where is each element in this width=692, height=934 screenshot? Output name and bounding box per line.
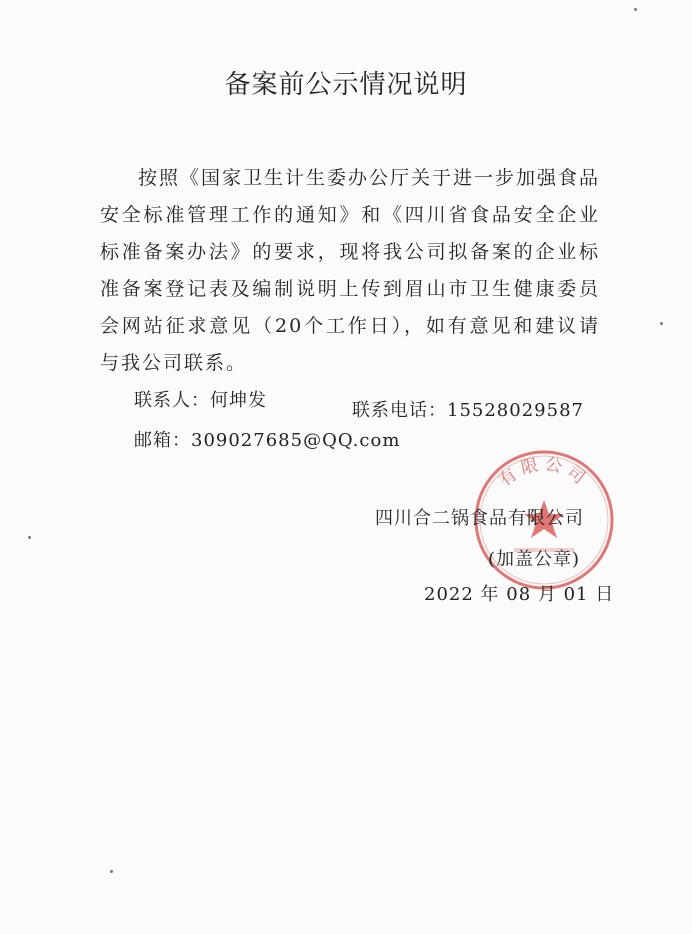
scan-speck bbox=[110, 870, 113, 873]
seal-note: (加盖公章) bbox=[488, 549, 581, 570]
seal-text: 有限公司 bbox=[495, 454, 593, 492]
document-body: 按照《国家卫生计生委办公厅关于进一步加强食品安全标准管理工作的通知》和《四川省食品安全企业标准备案办法》的要求，现将我公司拟备案的企业标准备案登记表及编制说明上传到眉山市卫生健康委员会网站征求意见（20个工作日），如有意见和建议请与我公司联系。 bbox=[100, 167, 601, 374]
document-title: 备案前公示情况说明 bbox=[224, 70, 468, 100]
company-name: 四川合二锅食品有限公司 bbox=[375, 508, 584, 529]
contact-phone: 联系电话：15528029587 bbox=[352, 400, 584, 421]
scan-speck bbox=[634, 8, 637, 11]
contact-email: 邮箱：309027685@QQ.com bbox=[134, 430, 401, 451]
scan-speck bbox=[660, 322, 663, 325]
scan-speck bbox=[28, 536, 31, 539]
contact-person: 联系人：何坤发 bbox=[134, 390, 267, 411]
document-date: 2022 年 08 月 01 日 bbox=[424, 584, 615, 605]
